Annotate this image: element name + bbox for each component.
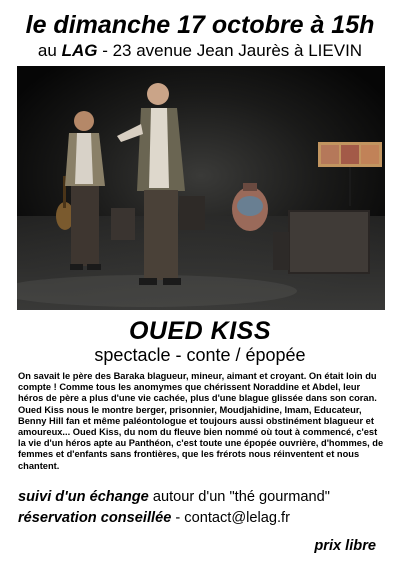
venue-name: LAG bbox=[61, 41, 98, 60]
event-venue bbox=[0, 41, 400, 61]
venue-address: - 23 avenue Jean Jaurès à LIEVIN bbox=[102, 41, 363, 60]
reservation-bold-text: réservation conseillée bbox=[18, 510, 172, 526]
venue-prefix: au bbox=[37, 41, 57, 60]
event-date: le dimanche 17 octobre à 15h bbox=[25, 11, 375, 39]
stage-photo-illustration bbox=[17, 66, 385, 310]
show-description: On savait le père des Baraka blagueur, mineur, aimant et croyant. On était loin du compte ! Comme tous les anomymes que chérissent Noraddine et Abdel, leur héros de père a plus d'une vie cachée, plus d'une blague glissée dans son coran. Oued Kiss nous le montre berger, prisonnier, Moudjahidine, Imam, Educateur, Benny Hill fan et même paléontologue et toujours aussi obstinément blagueur et amoureux... Oued Kiss, du nom du fleuve bien nommé où tout à commencé, c'est la vie d'un héros apte au Panthéon, c'est toute une épopée ouvrière, d'hommes, de femmes et d'enfants sans frontières, que les frérots nous réinventent et nous chantent. bbox=[18, 371, 384, 471]
exchange-bold-text: suivi d'un échange bbox=[18, 489, 149, 505]
show-title: OUED KISS bbox=[128, 317, 272, 345]
reservation-line bbox=[18, 509, 388, 528]
stage-photo bbox=[17, 66, 385, 310]
exchange-rest-text: autour d'un "thé gourmand" bbox=[148, 489, 330, 505]
reservation-contact[interactable]: - contact@lelag.fr bbox=[171, 510, 290, 526]
price-label: prix libre bbox=[314, 538, 376, 554]
exchange-line bbox=[18, 488, 388, 507]
show-subtitle: spectacle - conte / épopée bbox=[94, 345, 306, 365]
